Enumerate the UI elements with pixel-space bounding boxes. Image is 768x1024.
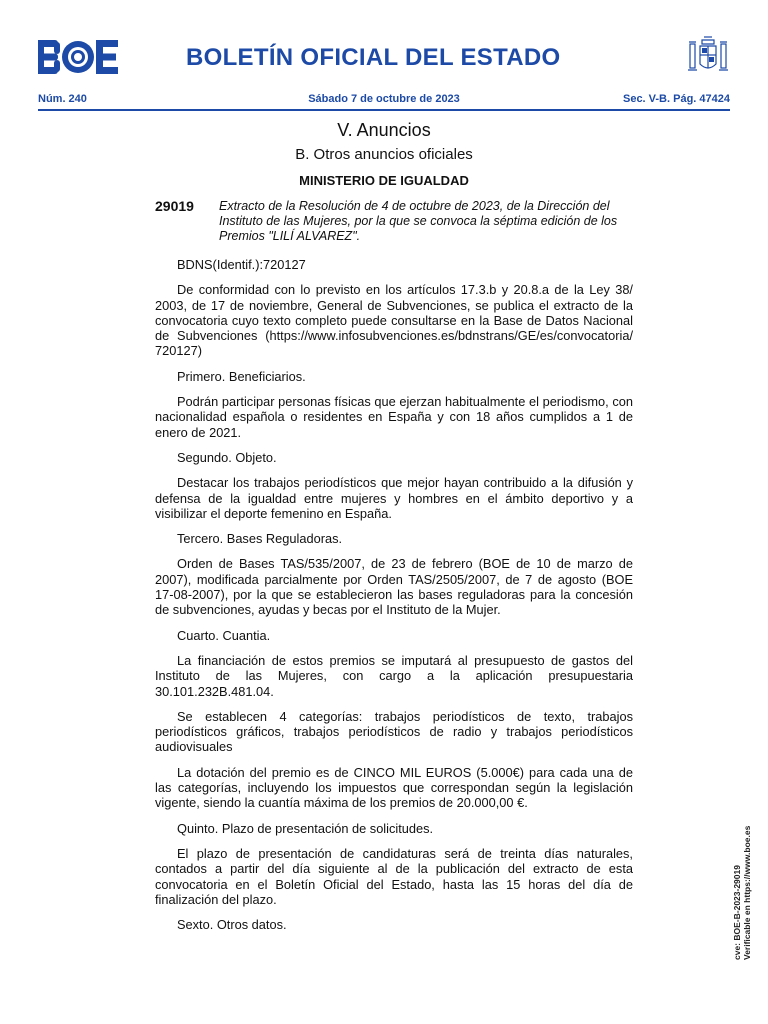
section-subtitle: B. Otros anuncios oficiales	[295, 146, 473, 163]
section-page: Sec. V-B. Pág. 47424	[622, 93, 730, 105]
paragraph: Podrán participar personas físicas que ejerzan habitualmente el periodismo, con nacionalidad española o residentes en España y con 18 años cumplidos a 1 de enero de 2021.	[155, 394, 633, 440]
announcement-summary: Extracto de la Resolución de 4 de octubre de 2023, de la Dirección del Instituto de las Mujeres, por la que se convoca la séptima edición de los Premios "LILÍ ALVAREZ".	[219, 199, 618, 243]
paragraph: Destacar los trabajos periodísticos que mejor hayan contribuido a la difusión y defensa de la igualdad entre mujeres y hombres en el ámbito deportivo y a visibilizar el deporte femenino en España.	[155, 475, 633, 521]
boe-logo	[38, 40, 118, 74]
section-title: V. Anuncios	[337, 120, 431, 140]
verification-stamp	[732, 826, 752, 960]
subheading: Tercero. Bases Reguladoras.	[177, 531, 343, 547]
paragraph: Se establecen 4 categorías: trabajos periodísticos de texto, trabajos periodísticos gráficos, trabajos periodísticos de radio y trabajos periodísticos audiovisuales	[155, 708, 633, 755]
ministry-heading: MINISTERIO DE IGUALDAD	[299, 173, 469, 188]
issue-date: Sábado 7 de octubre de 2023	[308, 93, 460, 105]
subheading: Quinto. Plazo de presentación de solicitudes.	[177, 820, 434, 836]
paragraph: El plazo de presentación de candidaturas será de treinta días naturales, contados a partir del día siguiente al de la publicación del extracto de esta convocatoria en el Boletín Oficial del Estado, hasta las 15 horas del día de finalización del plazo.	[155, 845, 633, 907]
header-divider	[38, 109, 730, 111]
paragraph: Orden de Bases TAS/535/2007, de 23 de febrero (BOE de 10 de marzo de 2007), modificada parcialmente por Orden TAS/2505/2007, de 7 de agosto (BOE 17-08-2007), por la que se establecieron las bases reguladoras para la concesión de subvenciones, ayudas y becas por el Instituto de la Mujer.	[155, 556, 633, 618]
bulletin-title: BOLETÍN OFICIAL DEL ESTADO	[186, 44, 561, 71]
paragraph: BDNS(Identif.):720127	[177, 257, 306, 272]
subheading: Sexto. Otros datos.	[177, 917, 287, 933]
verification-link: Verificable en https://www.boe.es	[742, 825, 752, 960]
paragraph: La financiación de estos premios se imputará al presupuesto de gastos del Instituto de las Mujeres, con cargo a la aplicación presupuestaria 30.101.232B.481.04.	[155, 652, 633, 699]
announcement-number: 29019	[155, 198, 194, 214]
issue-number: Núm. 240	[38, 93, 87, 105]
announcement-body	[155, 257, 633, 942]
subheading: Cuarto. Cuantia.	[177, 627, 271, 643]
paragraph: La dotación del premio es de CINCO MIL EUROS (5.000€) para cada una de las categorías, incluyendo los impuestos que correspondan según la legislación vigente, siendo la cuantía máxima de los premios de 20.000,00 €.	[155, 764, 633, 811]
cve-code: cve: BOE-B-2023-29019	[732, 865, 742, 960]
coat-of-arms-icon	[686, 34, 730, 76]
subheading: Primero. Beneficiarios.	[177, 368, 306, 384]
paragraph: De conformidad con lo previsto en los artículos 17.3.b y 20.8.a de la Ley 38/ 2003, de 17 de noviembre, General de Subvenciones, se publica el extracto de la convocatoria cuyo texto completo puede consultarse en la Base de Datos Nacional de Subvenciones (https://www.infosubvenciones.es/bdnstrans/GE/es/convocatoria/ 720127)	[155, 282, 633, 359]
subheading: Segundo. Objeto.	[177, 449, 277, 465]
